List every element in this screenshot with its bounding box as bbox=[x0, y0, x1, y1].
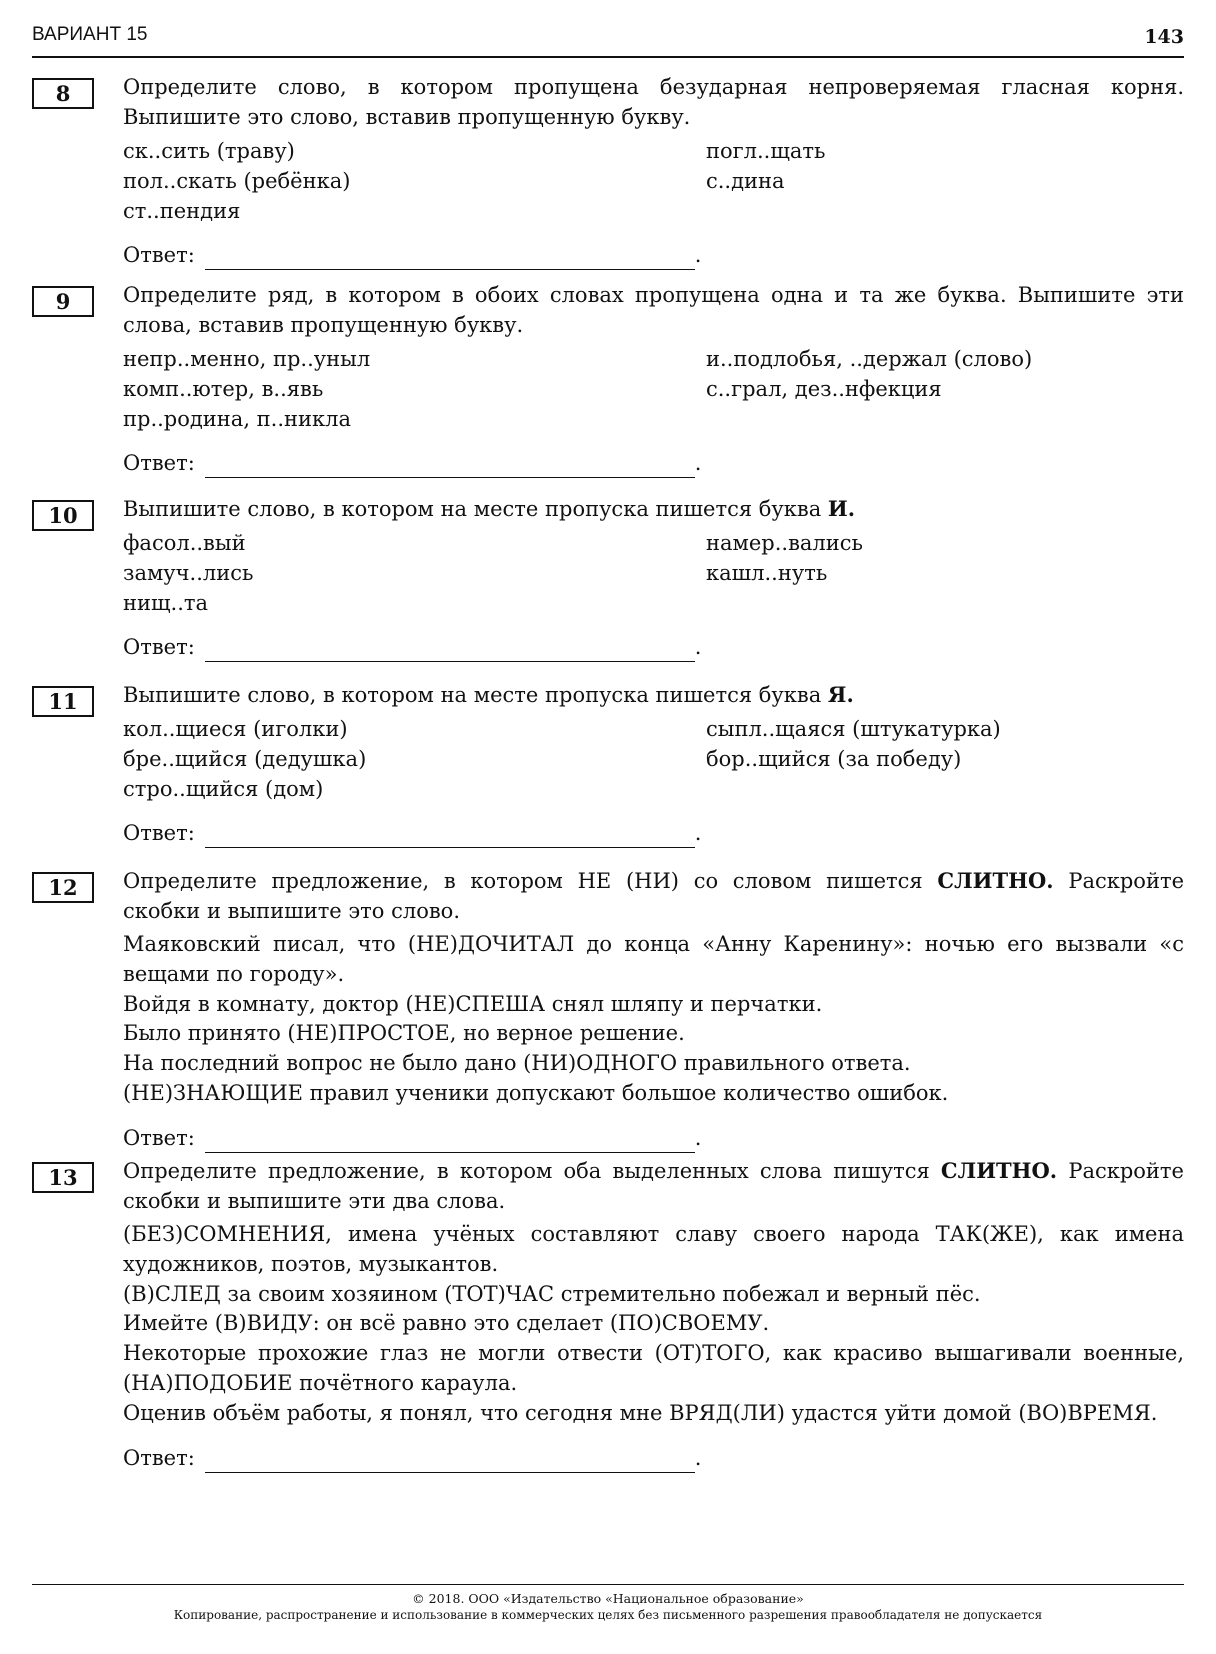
option: с..дина bbox=[706, 169, 785, 193]
task-question bbox=[123, 494, 1184, 524]
option: пол..скать (ребёнка) bbox=[123, 169, 351, 193]
option: бор..щийся (за победу) bbox=[706, 747, 962, 771]
option: ск..сить (траву) bbox=[123, 139, 295, 163]
sentence: (БЕЗ)СОМНЕНИЯ, имена учёных составляют славу своего народа ТАК(ЖЕ), как имена художников, поэтов, музыкантов. bbox=[123, 1222, 1184, 1276]
answer-field[interactable] bbox=[205, 825, 695, 848]
answer-field[interactable] bbox=[205, 455, 695, 478]
option: непр..менно, пр..уныл bbox=[123, 347, 371, 371]
answer-label: Ответ: bbox=[123, 635, 195, 659]
answer-label: Ответ: bbox=[123, 451, 195, 475]
task-number-box: 13 bbox=[32, 1162, 94, 1193]
answer-options bbox=[123, 136, 1184, 226]
question-emphasis: СЛИТНО. bbox=[937, 868, 1054, 893]
sentence: Оценив объём работы, я понял, что сегодня мне ВРЯД(ЛИ) удастся уйти домой (ВО)ВРЕМЯ. bbox=[123, 1400, 1158, 1425]
sentences bbox=[123, 930, 1184, 1109]
option: погл..щать bbox=[706, 139, 826, 163]
question-letter: И. bbox=[827, 496, 856, 521]
answer-options bbox=[123, 714, 1184, 804]
option: сыпл..щаяся (штукатурка) bbox=[706, 717, 1001, 741]
question-instruction: Раскройте скобки и выпишите это слово. bbox=[123, 869, 1184, 923]
option: стро..щийся (дом) bbox=[123, 777, 324, 801]
question-text: Выпишите слово, в котором на месте пропуска пишется буква bbox=[123, 683, 822, 707]
task-number-box: 8 bbox=[32, 78, 94, 109]
sentence: Было принято (НЕ)ПРОСТОЕ, но верное решение. bbox=[123, 1021, 685, 1046]
sentences bbox=[123, 1220, 1184, 1429]
task-number-box: 11 bbox=[32, 686, 94, 717]
answer-row: Ответ: . bbox=[123, 818, 1184, 848]
task-question bbox=[123, 680, 1184, 710]
task-10 bbox=[32, 494, 1184, 662]
answer-row: Ответ: . bbox=[123, 1123, 1184, 1153]
answer-label: Ответ: bbox=[123, 1445, 195, 1470]
question-letter: Я. bbox=[827, 682, 854, 707]
answer-row: Ответ: . bbox=[123, 632, 1184, 662]
option: фасол..вый bbox=[123, 531, 246, 555]
page-number: 143 bbox=[1144, 26, 1184, 48]
question-text: Определите предложение, в котором НЕ (НИ) со словом пишется bbox=[123, 869, 923, 893]
sentence: Маяковский писал, что (НЕ)ДОЧИТАЛ до конца «Анну Каренину»: ночью его вызвали «с вещами по городу». bbox=[123, 932, 1184, 986]
answer-row: Ответ: . bbox=[123, 240, 1184, 270]
task-number-box: 9 bbox=[32, 286, 94, 317]
task-question bbox=[123, 866, 1184, 926]
sentence: Имейте (В)ВИДУ: он всё равно это сделает (ПО)СВОЕМУ. bbox=[123, 1311, 770, 1336]
option: замуч..лись bbox=[123, 561, 254, 585]
answer-field[interactable] bbox=[205, 1130, 695, 1153]
option: ст..пендия bbox=[123, 199, 241, 223]
question-instruction: Раскройте скобки и выпишите эти два слова. bbox=[123, 1159, 1184, 1213]
option: нищ..та bbox=[123, 591, 209, 615]
task-number-box: 12 bbox=[32, 872, 94, 903]
page-header bbox=[32, 20, 1184, 58]
question-text: Выпишите слово, в котором на месте пропуска пишется буква bbox=[123, 497, 822, 521]
sentence: На последний вопрос не было дано (НИ)ОДНОГО правильного ответа. bbox=[123, 1051, 911, 1076]
answer-options bbox=[123, 528, 1184, 618]
variant-title: ВАРИАНТ 15 bbox=[32, 24, 148, 45]
option: бре..щийся (дедушка) bbox=[123, 747, 367, 771]
answer-field[interactable] bbox=[205, 247, 695, 270]
task-11 bbox=[32, 680, 1184, 848]
option: с..грал, дез..нфекция bbox=[706, 377, 942, 401]
task-question: Определите слово, в котором пропущена безударная непроверяемая гласная корня. Выпишите это слово, вставив пропущенную букву. bbox=[123, 75, 1184, 129]
footer-divider bbox=[32, 1584, 1184, 1585]
answer-row: Ответ: . bbox=[123, 448, 1184, 478]
sentence: (В)СЛЕД за своим хозяином (ТОТ)ЧАС стремительно побежал и верный пёс. bbox=[123, 1281, 981, 1306]
option: комп..ютер, в..явь bbox=[123, 377, 324, 401]
footer-copyright: © 2018. ООО «Издательство «Национальное образование» bbox=[412, 1591, 804, 1606]
option: пр..родина, п..никла bbox=[123, 407, 351, 431]
task-question bbox=[123, 1156, 1184, 1216]
sentence: (НЕ)ЗНАЮЩИЕ правил ученики допускают большое количество ошибок. bbox=[123, 1080, 949, 1105]
answer-label: Ответ: bbox=[123, 821, 195, 845]
answer-label: Ответ: bbox=[123, 243, 195, 267]
task-12 bbox=[32, 866, 1184, 1153]
answer-field[interactable] bbox=[205, 1450, 695, 1473]
sentence: Некоторые прохожие глаз не могли отвести (ОТ)ТОГО, как красиво вышагивали военные, (НА)ПОДОБИЕ почётного караула. bbox=[123, 1341, 1184, 1395]
answer-field[interactable] bbox=[205, 639, 695, 662]
task-question: Определите ряд, в котором в обоих словах пропущена одна и та же буква. Выпишите эти слова, вставив пропущенную букву. bbox=[123, 283, 1184, 337]
question-text: Определите предложение, в котором оба выделенных слова пишутся bbox=[123, 1159, 930, 1183]
option: кол..щиеся (иголки) bbox=[123, 717, 348, 741]
footer-notice: Копирование, распространение и использование в коммерческих целях без письменного разрешения правообладателя не допускается bbox=[173, 1608, 1043, 1622]
sentence: Войдя в комнату, доктор (НЕ)СПЕША снял шляпу и перчатки. bbox=[123, 991, 823, 1016]
answer-options bbox=[123, 344, 1184, 434]
task-13 bbox=[32, 1156, 1184, 1473]
question-emphasis: СЛИТНО. bbox=[940, 1158, 1058, 1183]
task-9 bbox=[32, 280, 1184, 478]
task-number-box: 10 bbox=[32, 500, 94, 531]
task-8 bbox=[32, 72, 1184, 270]
answer-row: Ответ: . bbox=[123, 1443, 1184, 1473]
option: кашл..нуть bbox=[706, 561, 828, 585]
answer-label: Ответ: bbox=[123, 1125, 195, 1150]
option: и..подлобья, ..держал (слово) bbox=[706, 347, 1033, 371]
option: намер..вались bbox=[706, 531, 863, 555]
